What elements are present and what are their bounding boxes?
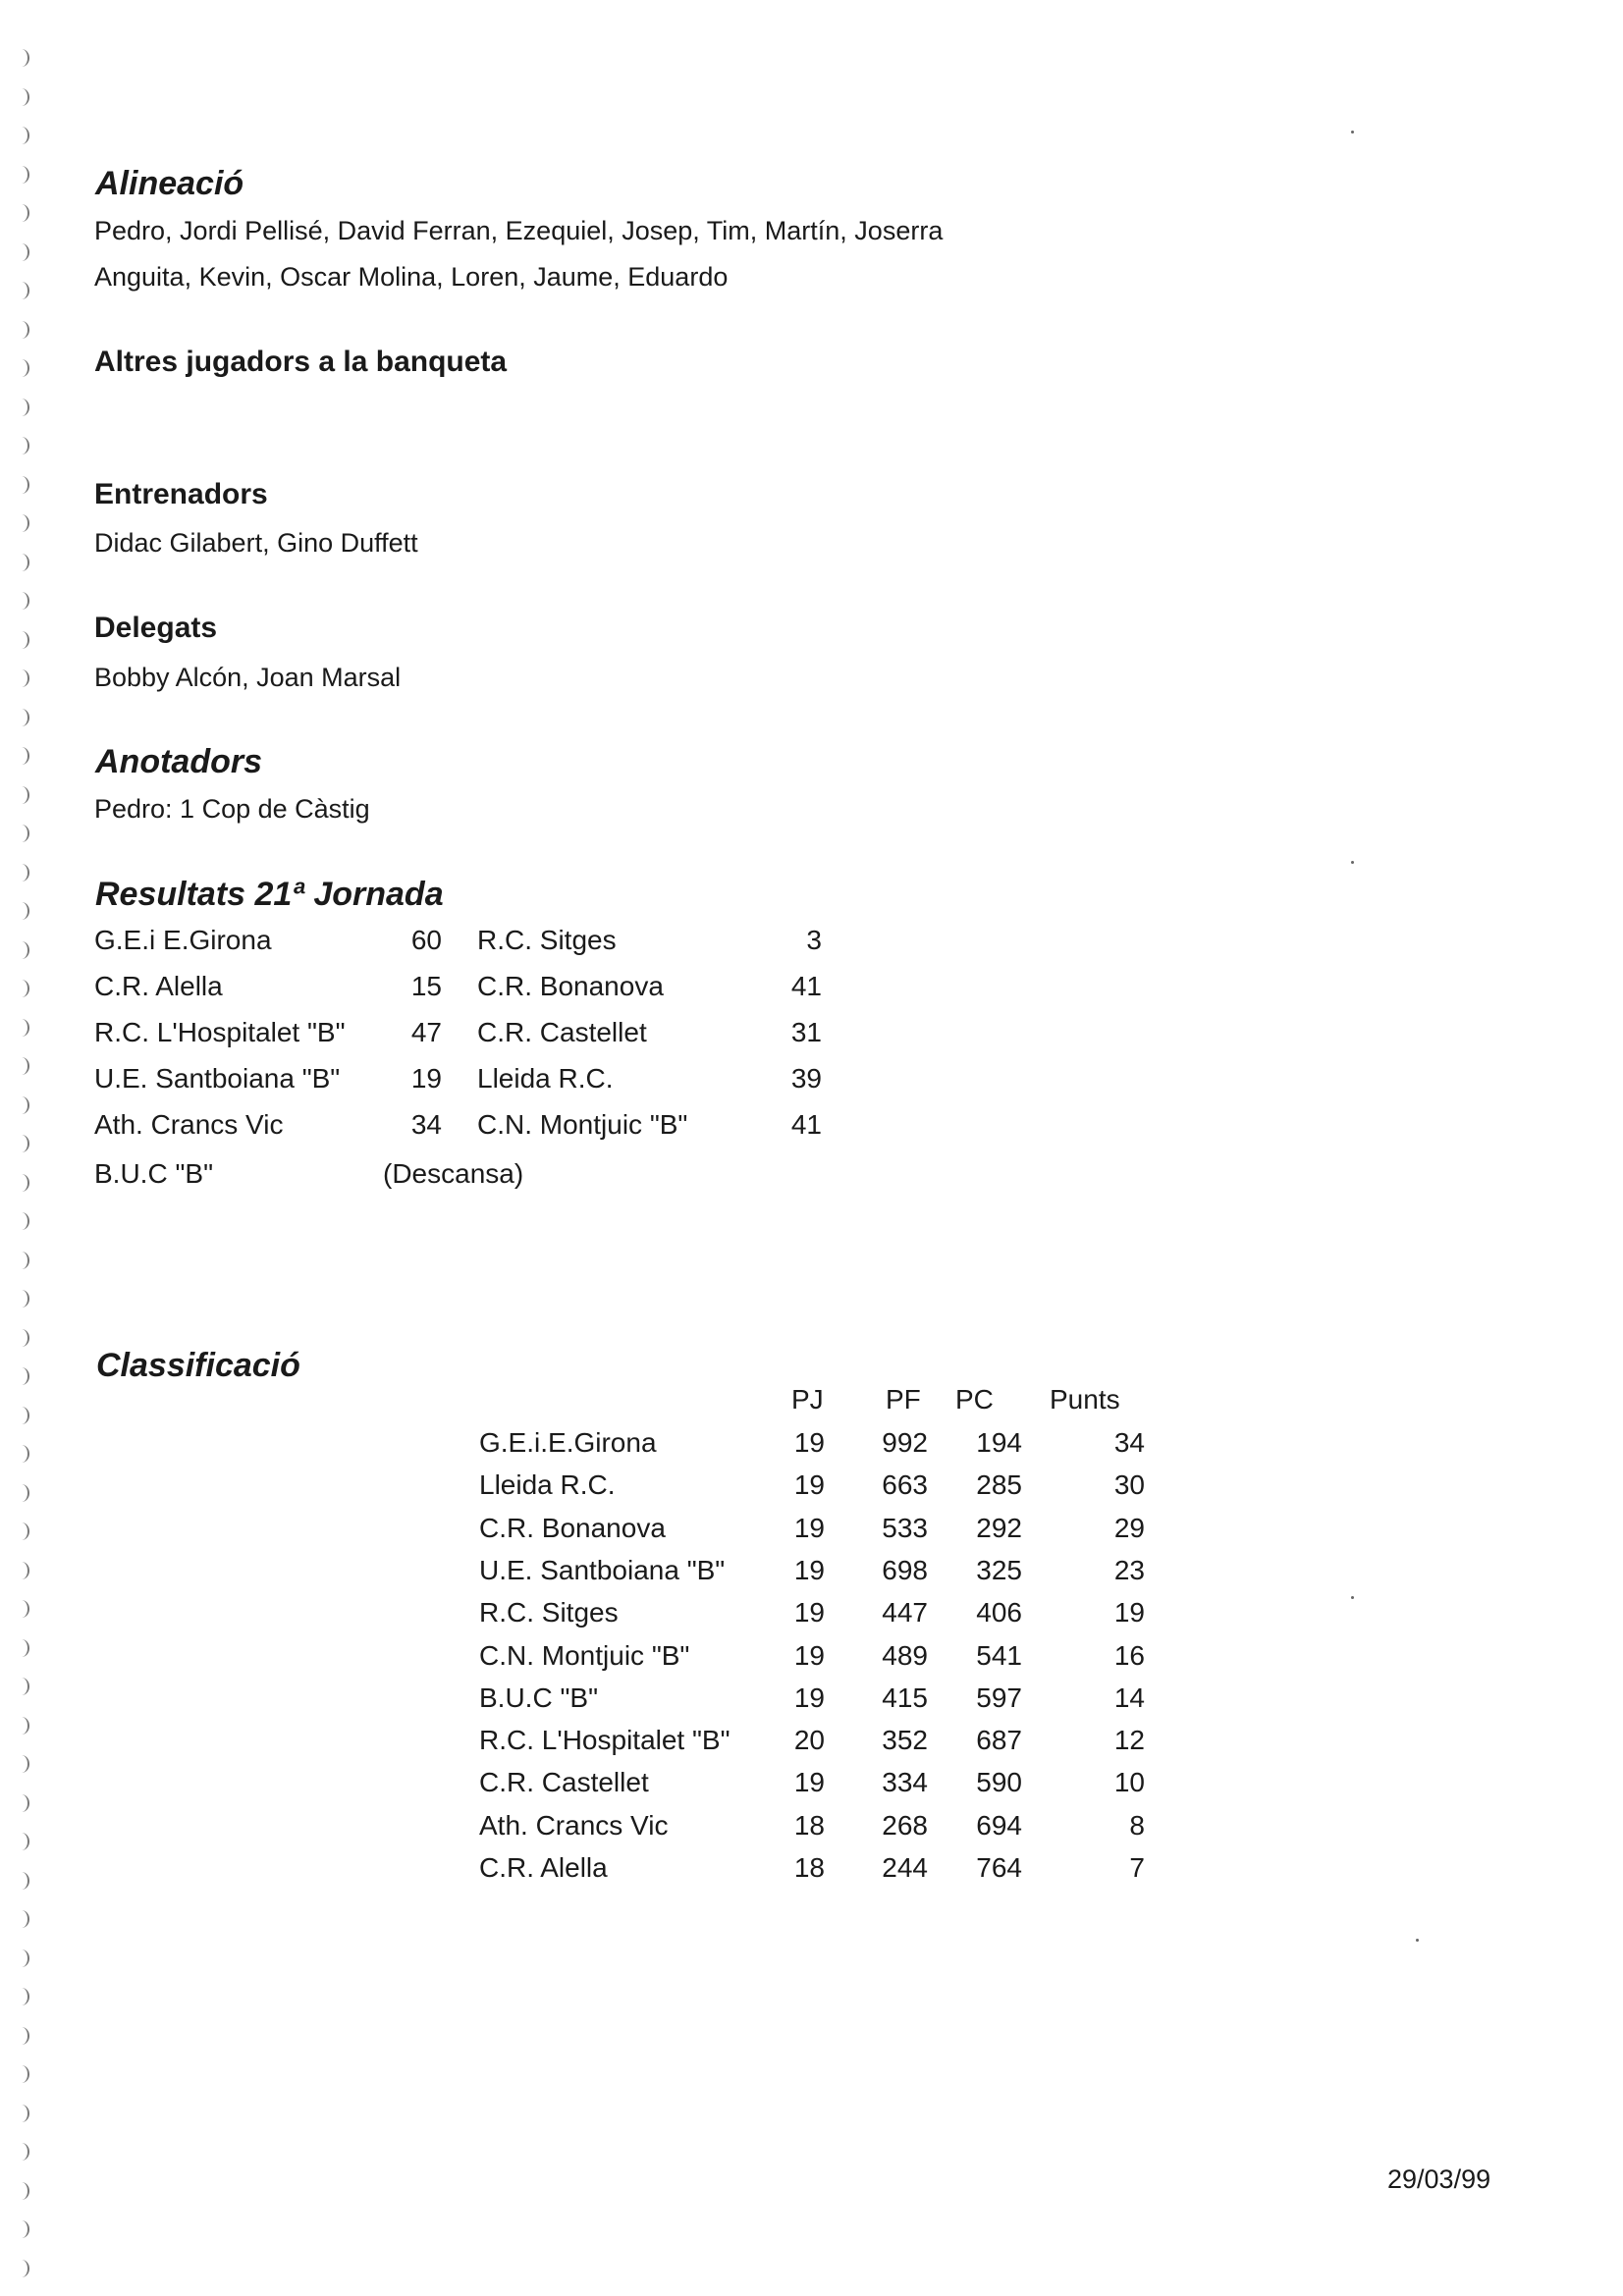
standing-punts: 19 [1113,1597,1145,1628]
standing-pf: 698 [882,1555,928,1585]
standing-pc: 292 [976,1513,1022,1543]
standing-pj: 20 [793,1725,825,1755]
binder-ring [14,902,29,920]
scan-speck [1351,1596,1354,1599]
binder-ring [14,980,29,997]
standing-team: B.U.C "B" [479,1682,599,1713]
binder-ring [14,243,29,261]
binder-ring [14,554,29,571]
binder-ring [14,1562,29,1579]
standing-pj: 19 [793,1682,825,1713]
binder-ring [14,1290,29,1308]
binder-ring [14,1212,29,1230]
binder-ring [14,1252,29,1269]
binder-ring [14,1174,29,1192]
binder-ring [14,282,29,299]
binder-ring [14,2220,29,2238]
standing-team: Ath. Crancs Vic [479,1810,669,1841]
standing-pj: 18 [793,1852,825,1883]
standing-team: R.C. Sitges [479,1597,619,1628]
result-home-team: C.R. Alella [94,971,223,1001]
standing-pj: 19 [793,1469,825,1500]
binder-ring [14,1639,29,1657]
result-home-score: 47 [410,1017,442,1047]
standing-pf: 334 [882,1767,928,1797]
alineacio-line-1: Pedro, Jordi Pellisé, David Ferran, Ezequiel, Josep, Tim, Martín, Joserra [94,216,944,245]
binder-ring [14,437,29,454]
standing-punts: 30 [1113,1469,1145,1500]
standing-pc: 694 [976,1810,1022,1841]
standing-team: Lleida R.C. [479,1469,616,1500]
standing-pc: 541 [976,1640,1022,1671]
binder-ring [14,1600,29,1618]
binder-ring [14,1329,29,1347]
standing-pc: 325 [976,1555,1022,1585]
binder-ring [14,1717,29,1735]
header-pc: PC [955,1384,994,1415]
standing-pf: 533 [882,1513,928,1543]
standing-pf: 268 [882,1810,928,1841]
standing-punts: 29 [1113,1513,1145,1543]
standing-pj: 19 [793,1555,825,1585]
result-home-score: 15 [410,971,442,1001]
standing-pj: 18 [793,1810,825,1841]
binder-ring [14,1872,29,1890]
binder-ring [14,321,29,339]
standing-pc: 764 [976,1852,1022,1883]
binder-ring [14,2143,29,2161]
standing-punts: 23 [1113,1555,1145,1585]
binder-ring [14,1522,29,1540]
header-pf: PF [886,1384,921,1415]
delegats-names: Bobby Alcón, Joan Marsal [94,663,402,692]
entrenadors-title: Entrenadors [94,478,268,510]
binder-ring [14,1678,29,1695]
result-away-score: 39 [790,1063,822,1094]
standing-pj: 19 [793,1767,825,1797]
standing-punts: 34 [1113,1427,1145,1458]
standing-punts: 8 [1129,1810,1145,1841]
binder-ring [14,1019,29,1037]
binder-ring [14,669,29,687]
standing-pf: 447 [882,1597,928,1628]
result-away-team: C.R. Bonanova [477,971,664,1001]
result-home-team: R.C. L'Hospitalet "B" [94,1017,346,1047]
standing-pf: 244 [882,1852,928,1883]
resultats-title: Resultats 21ª Jornada [95,876,444,913]
binder-ring [14,1096,29,1114]
footer-date: 29/03/99 [1387,2164,1491,2194]
binder-ring [14,359,29,377]
header-punts: Punts [1050,1384,1120,1415]
binder-ring [14,514,29,532]
binder-ring [14,1135,29,1152]
binder-ring [14,2105,29,2122]
result-away-score: 41 [790,971,822,1001]
result-away-team: C.R. Castellet [477,1017,647,1047]
anotadors-text: Pedro: 1 Cop de Càstig [94,794,370,824]
standing-punts: 16 [1113,1640,1145,1671]
result-away-team: R.C. Sitges [477,925,617,955]
binder-ring [14,2260,29,2277]
standing-punts: 7 [1129,1852,1145,1883]
standing-punts: 14 [1113,1682,1145,1713]
result-home-team: G.E.i E.Girona [94,925,272,955]
binder-ring [14,1484,29,1502]
alineacio-line-2: Anguita, Kevin, Oscar Molina, Loren, Jaume, Eduardo [94,262,729,292]
binder-ring [14,1407,29,1424]
binder-ring [14,399,29,416]
binder-ring [14,864,29,881]
standing-pj: 19 [793,1427,825,1458]
result-away-team: Lleida R.C. [477,1063,614,1094]
binder-ring [14,204,29,222]
entrenadors-names: Didac Gilabert, Gino Duffett [94,528,418,558]
binder-ring [14,166,29,184]
standing-pc: 590 [976,1767,1022,1797]
binder-ring [14,941,29,959]
standing-team: C.N. Montjuic "B" [479,1640,690,1671]
result-home-team: Ath. Crancs Vic [94,1109,284,1140]
binder-ring [14,825,29,842]
binder-ring [14,1988,29,2005]
standing-team: G.E.i.E.Girona [479,1427,657,1458]
standing-punts: 12 [1113,1725,1145,1755]
binder-ring [14,476,29,494]
header-pj: PJ [791,1384,824,1415]
standing-pc: 285 [976,1469,1022,1500]
standing-pf: 992 [882,1427,928,1458]
binder-ring [14,709,29,726]
result-home-team: U.E. Santboiana "B" [94,1063,341,1094]
scan-speck [1351,131,1354,133]
result-away-team: C.N. Montjuic "B" [477,1109,688,1140]
standing-team: C.R. Bonanova [479,1513,666,1543]
binder-ring [14,2027,29,2045]
standing-pc: 406 [976,1597,1022,1628]
standing-pf: 489 [882,1640,928,1671]
binder-ring [14,49,29,67]
standing-pc: 194 [976,1427,1022,1458]
standing-punts: 10 [1113,1767,1145,1797]
binder-ring [14,1057,29,1075]
result-away-score: 31 [790,1017,822,1047]
result-away-score: 3 [806,925,822,955]
classificacio-title: Classificació [96,1347,300,1384]
binder-ring [14,2065,29,2083]
scan-speck [1416,1939,1419,1942]
binder-ring [14,1367,29,1385]
result-home-score: 19 [410,1063,442,1094]
binder-ring [14,1949,29,1967]
binder-ring [14,1833,29,1850]
binder-ring [14,1794,29,1812]
binder-ring [14,1445,29,1463]
result-home-score: 60 [410,925,442,955]
standing-pf: 352 [882,1725,928,1755]
result-home-score: 34 [410,1109,442,1140]
result-away-score: 41 [790,1109,822,1140]
standing-team: R.C. L'Hospitalet "B" [479,1725,730,1755]
binder-ring [14,1910,29,1928]
binder-ring [14,2182,29,2200]
bye-team: B.U.C "B" [94,1158,214,1189]
standing-pf: 663 [882,1469,928,1500]
standing-pj: 19 [793,1640,825,1671]
standing-pf: 415 [882,1682,928,1713]
standing-pc: 687 [976,1725,1022,1755]
binder-ring [14,88,29,106]
binder-ring [14,127,29,144]
binder-ring [14,631,29,649]
binder-ring [14,747,29,765]
scan-speck [1351,861,1354,864]
standing-team: U.E. Santboiana "B" [479,1555,726,1585]
delegats-title: Delegats [94,612,218,644]
standing-pc: 597 [976,1682,1022,1713]
banqueta-title: Altres jugadors a la banqueta [94,346,508,378]
standing-team: C.R. Castellet [479,1767,649,1797]
bye-label: (Descansa) [383,1158,524,1189]
anotadors-title: Anotadors [95,743,262,780]
binder-ring [14,592,29,610]
binder-ring [14,786,29,804]
binder-ring [14,1755,29,1773]
standing-pj: 19 [793,1513,825,1543]
standing-team: C.R. Alella [479,1852,608,1883]
standing-pj: 19 [793,1597,825,1628]
alineacio-title: Alineació [95,165,244,202]
